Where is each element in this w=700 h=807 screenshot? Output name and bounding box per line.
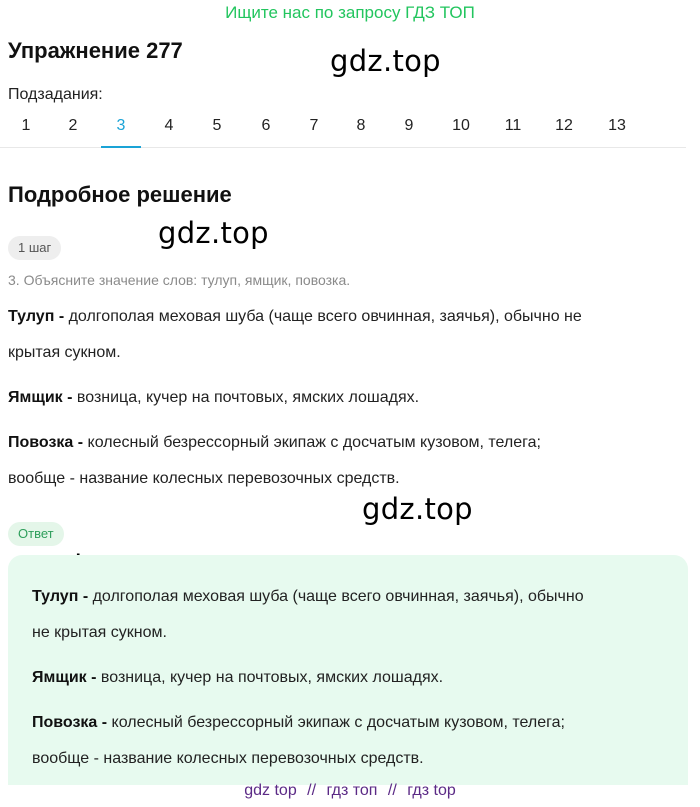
answer-definition-povozka [32,705,682,777]
definition-line: возница, кучер на почтовых, ямских лошадях. [72,389,420,406]
term: Ямщик - [8,389,73,406]
footer-link[interactable]: гдз top [407,782,456,799]
answer-definition-tulup [32,579,682,651]
term: Ямщик - [32,669,97,686]
subtask-tab-1[interactable]: 1 [21,117,31,134]
solution-definition-povozka [8,425,688,497]
term: Повозка - [32,714,108,731]
term: Тулуп - [32,588,89,605]
definition-line: колесный безрессорный экипаж с досчатым кузовом, телега; [107,714,565,731]
footer-link[interactable]: gdz top [244,782,297,799]
definition-line: долгополая меховая шуба (чаще всего овчинная, заячья), обычно [88,588,584,605]
definition-line: крытая сукном. [8,344,121,361]
subtasks-label: Подзадания: [8,86,103,103]
question-text: 3. Объясните значение слов: тулуп, ямщик, повозка. [8,272,351,288]
watermark: gdz.top [158,216,269,250]
subtask-tab-4[interactable]: 4 [164,117,174,134]
footer-separator: // [387,782,397,799]
definition-line: вообще - название колесных перевозочных средств. [32,750,424,767]
footer-separator: // [307,782,317,799]
definition-line: не крытая сукном. [32,624,167,641]
definition-line: колесный безрессорный экипаж с досчатым кузовом, телега; [83,434,541,451]
subtask-tab-9[interactable]: 9 [404,117,414,134]
subtask-tab-12[interactable]: 12 [555,117,573,134]
subtask-tab-5[interactable]: 5 [212,117,222,134]
subtask-tab-11[interactable]: 11 [504,117,522,134]
subtask-tabs [0,108,686,148]
subtask-tab-8[interactable]: 8 [356,117,366,134]
subtask-tab-13[interactable]: 13 [608,117,626,134]
subtask-tab-6[interactable]: 6 [261,117,271,134]
solution-definition-yamshchik [8,380,688,416]
answer-definition-yamshchik [32,660,682,696]
definition-line: возница, кучер на почтовых, ямских лошадях. [96,669,444,686]
footer-links [0,782,700,800]
search-banner: Ищите нас по запросу ГДЗ ТОП [225,3,475,22]
subtask-tab-10[interactable]: 10 [452,117,470,134]
term: Повозка - [8,434,84,451]
solution-definition-tulup [8,299,688,371]
subtask-tab-7[interactable]: 7 [309,117,319,134]
exercise-title: Упражнение 277 [8,38,183,63]
watermark: gdz.top [330,44,441,78]
term: Тулуп - [8,308,65,325]
step-badge: 1 шаг [8,236,61,260]
watermark: gdz.top [362,492,473,526]
footer-link[interactable]: гдз топ [326,782,378,799]
subtask-tab-2[interactable]: 2 [68,117,78,134]
subtask-tab-3[interactable]: 3 [101,108,141,148]
definition-line: вообще - название колесных перевозочных средств. [8,470,400,487]
answer-badge: Ответ [8,522,64,546]
definition-line: долгополая меховая шуба (чаще всего овчинная, заячья), обычно не [64,308,582,325]
solution-title: Подробное решение [8,182,232,207]
